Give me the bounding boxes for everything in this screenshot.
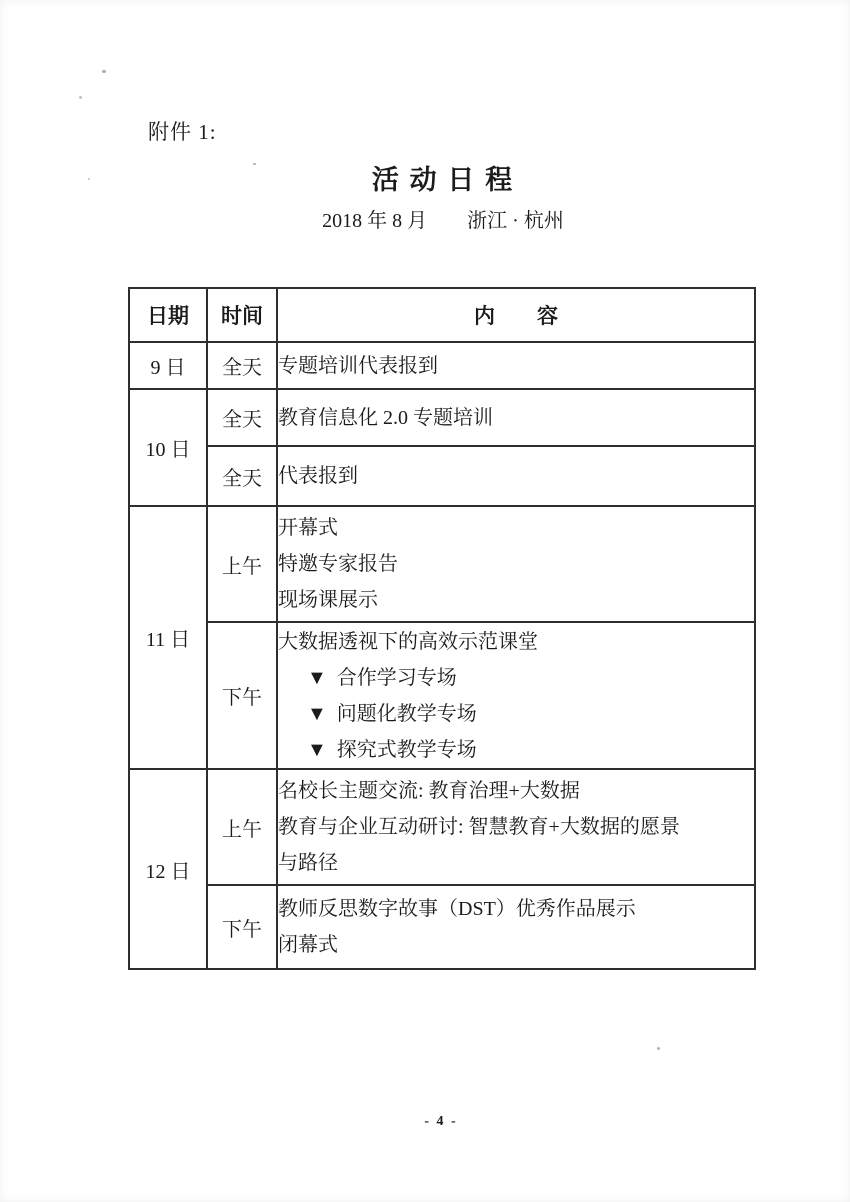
scan-speck [102,70,106,73]
schedule-row [129,885,755,969]
schedule-cell-time: 全天 [207,342,277,389]
schedule-cell-content [277,446,755,506]
schedule-cell-content [277,506,755,622]
schedule-row [129,342,755,389]
schedule-item: 现场课展示 [278,589,378,611]
schedule-cell-time: 下午 [207,885,277,969]
attachment-label: 附件 1: [148,120,217,144]
schedule-cell-content [277,885,755,969]
schedule-item: 开幕式 [278,517,338,539]
schedule-cell-content [277,622,755,769]
schedule-cell-date: 12 日 [129,769,207,969]
column-header-time: 时间 [207,288,277,342]
schedule-row [129,506,755,622]
column-header-date: 日期 [129,288,207,342]
page-title: 活 动 日 程 [371,165,515,195]
schedule-row [129,769,755,885]
page-number: - 4 - [424,1114,458,1129]
schedule-cell-content [277,769,755,885]
schedule-cell-time: 全天 [207,446,277,506]
scan-speck [79,96,82,99]
schedule-row [129,389,755,446]
page-subtitle: 2018 年 8 月 浙江 · 杭州 [322,210,564,232]
schedule-bullet-item: ▼ 探究式教学专场 [307,738,477,761]
schedule-item: 教育信息化 2.0 专题培训 [278,406,493,429]
schedule-cell-time: 上午 [207,769,277,885]
schedule-cell-time: 上午 [207,506,277,622]
schedule-cell-date: 10 日 [129,389,207,506]
schedule-item: 大数据透视下的高效示范课堂 [278,630,538,653]
schedule-cell-content [277,389,755,446]
schedule-row [129,622,755,769]
schedule-bullet-item: ▼ 合作学习专场 [307,666,457,689]
schedule-item: 名校长主题交流: 教育治理+大数据 [278,780,580,802]
schedule-cell-time: 下午 [207,622,277,769]
schedule-item: 教育与企业互动研讨: 智慧教育+大数据的愿景 [278,816,680,838]
schedule-cell-date: 9 日 [129,342,207,389]
schedule-item: 与路径 [278,852,338,874]
schedule-table [128,287,756,970]
column-header-content: 内 容 [277,288,755,342]
scan-speck [657,1047,660,1050]
schedule-header-row [129,288,755,342]
schedule-cell-content [277,342,755,389]
schedule-bullet-item: ▼ 问题化教学专场 [307,702,477,725]
schedule-cell-date: 11 日 [129,506,207,769]
schedule-item: 闭幕式 [278,934,338,956]
schedule-item: 特邀专家报告 [278,553,398,575]
schedule-item: 教师反思数字故事（DST）优秀作品展示 [278,898,636,920]
schedule-item: 代表报到 [278,465,358,487]
schedule-row [129,446,755,506]
schedule-cell-time: 全天 [207,389,277,446]
schedule-item: 专题培训代表报到 [278,354,438,377]
